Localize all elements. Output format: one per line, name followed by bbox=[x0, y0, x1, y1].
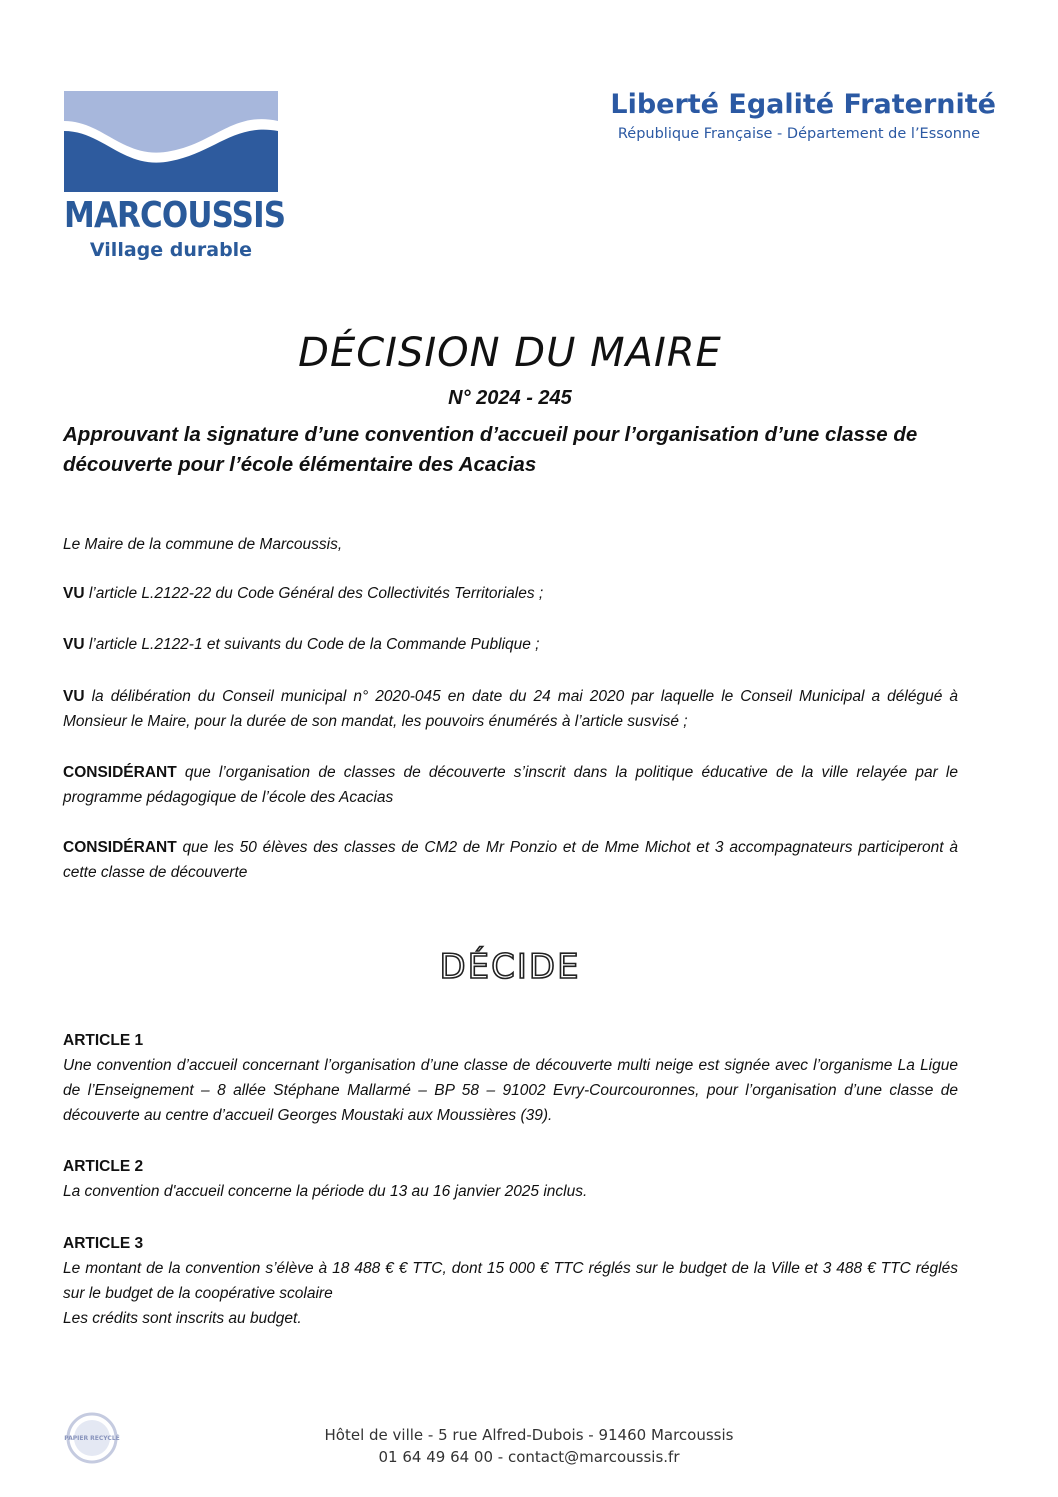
preamble-keyword: CONSIDÉRANT bbox=[63, 839, 177, 856]
preamble-text: que l’organisation de classes de découverte s’inscrit dans la politique éducative de la ville relayée par le programme pédagogique de l’école des Acacias bbox=[63, 764, 958, 806]
preamble-item bbox=[63, 632, 958, 657]
logo-name: MARCOUSSIS bbox=[64, 195, 286, 236]
logo-tagline: Village durable bbox=[89, 239, 253, 261]
article-3 bbox=[63, 1231, 958, 1331]
article-2 bbox=[63, 1154, 958, 1204]
preamble-text: la délibération du Conseil municipal n° 2020-045 en date du 24 mai 2020 par laquelle le Conseil Municipal a délégué à Monsieur le Maire, pour la durée de son mandat, les pouvoirs énumérés à l’article susvisé ; bbox=[63, 688, 958, 730]
article-heading: ARTICLE 3 bbox=[63, 1235, 144, 1252]
preamble-item bbox=[63, 684, 958, 734]
preamble-keyword: VU bbox=[63, 636, 85, 653]
article-text: Le montant de la convention s’élève à 18 488 € € TTC, dont 15 000 € TTC réglés sur le budget de la Ville et 3 488 € TTC réglés sur le budget de la coopérative scolaire bbox=[63, 1260, 958, 1302]
article-heading: ARTICLE 2 bbox=[63, 1158, 144, 1175]
footer-contact: 01 64 49 64 00 - contact@marcoussis.fr bbox=[378, 1448, 680, 1466]
preamble-text: que les 50 élèves des classes de CM2 de Mr Ponzio et de Mme Michot et 3 accompagnateurs participeront à cette classe de découverte bbox=[63, 839, 958, 881]
preamble-keyword: VU bbox=[63, 585, 85, 602]
preamble-keyword: VU bbox=[63, 688, 85, 705]
article-text: Les crédits sont inscrits au budget. bbox=[63, 1310, 302, 1327]
republic-motto: Liberté Egalité Fraternité bbox=[610, 89, 996, 120]
footer-address: Hôtel de ville - 5 rue Alfred-Dubois - 91460 Marcoussis bbox=[324, 1426, 734, 1444]
document-title: DÉCISION DU MAIRE bbox=[298, 330, 722, 376]
preamble-keyword: CONSIDÉRANT bbox=[63, 764, 177, 781]
article-text: Une convention d’accueil concernant l’organisation d’une classe de découverte multi neige est signée avec l’organisme La Ligue de l’Enseignement – 8 allée Stéphane Mallarmé – BP 58 – 91002 Evry-Courcouronnes, pour l’organisation d’une classe de découverte au centre d’accueil Georges Moustaki aux Moussières (39). bbox=[63, 1057, 958, 1124]
preamble-text: l’article L.2122-1 et suivants du Code de la Commande Publique ; bbox=[88, 636, 540, 653]
article-heading: ARTICLE 1 bbox=[63, 1032, 144, 1049]
preamble-item bbox=[63, 581, 958, 606]
preamble-item bbox=[63, 760, 958, 810]
decision-subject: Approuvant la signature d’une convention d’accueil pour l’organisation d’une classe de découverte pour l’école élémentaire des Acacias bbox=[63, 423, 918, 476]
preamble-intro: Le Maire de la commune de Marcoussis, bbox=[63, 536, 343, 553]
decide-heading: DÉCIDE bbox=[439, 947, 581, 987]
decision-number: N° 2024 - 245 bbox=[448, 387, 572, 409]
preamble bbox=[63, 532, 958, 557]
preamble-item bbox=[63, 835, 958, 885]
article-1 bbox=[63, 1028, 958, 1128]
recycled-badge-text: PAPIER RECYCLÉ bbox=[64, 1435, 120, 1442]
page-footer bbox=[0, 1424, 1058, 1468]
article-text: La convention d'accueil concerne la période du 13 au 16 janvier 2025 inclus. bbox=[63, 1183, 588, 1200]
marcoussis-logo bbox=[64, 91, 278, 192]
preamble-text: l’article L.2122-22 du Code Général des Collectivités Territoriales ; bbox=[88, 585, 544, 602]
logo-wave-icon bbox=[64, 91, 278, 192]
republic-subtitle: République Française - Département de l’Essonne bbox=[617, 126, 980, 142]
